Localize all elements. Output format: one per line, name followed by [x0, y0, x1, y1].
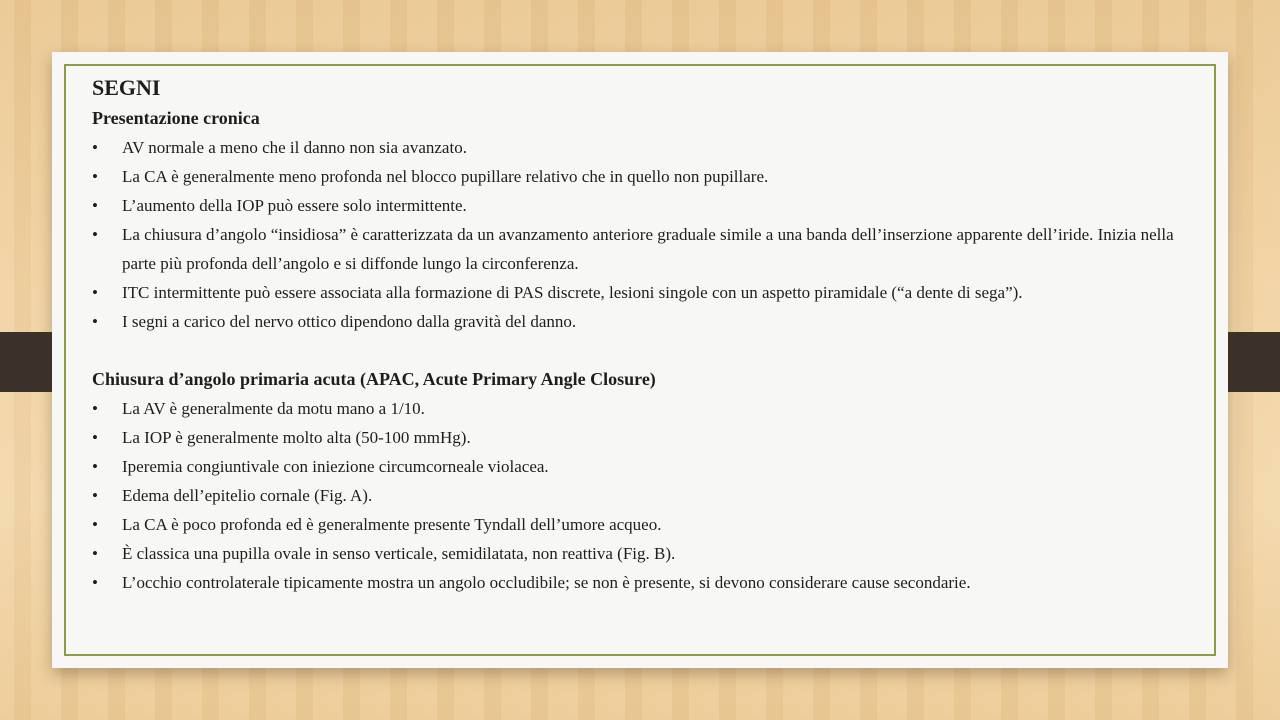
list-item: • La AV è generalmente da motu mano a 1/10.	[92, 394, 1192, 423]
section-heading-apac: Chiusura d’angolo primaria acuta (APAC, Acute Primary Angle Closure)	[92, 369, 656, 389]
list-item: • Edema dell’epitelio cornale (Fig. A).	[92, 481, 1192, 510]
slide-title: SEGNI	[92, 75, 161, 100]
section-spacer	[92, 336, 1192, 365]
list-item: • ITC intermittente può essere associata alla formazione di PAS discrete, lesioni singole con un aspetto piramidale (“a dente di sega”).	[92, 278, 1192, 307]
list-item: • La chiusura d’angolo “insidiosa” è caratterizzata da un avanzamento anteriore graduale simile a una banda dell’inserzione apparente dell’iride. Inizia nella parte più profonda dell’angolo e si diffonde lungo la circonferenza.	[92, 220, 1192, 278]
list-item: • AV normale a meno che il danno non sia avanzato.	[92, 133, 1192, 162]
section-heading-chronic: Presentazione cronica	[92, 108, 260, 128]
list-item: • È classica una pupilla ovale in senso verticale, semidilatata, non reattiva (Fig. B).	[92, 539, 1192, 568]
list-item: • La IOP è generalmente molto alta (50-100 mmHg).	[92, 423, 1192, 452]
slide-card	[52, 52, 1228, 668]
list-item: • L’aumento della IOP può essere solo intermittente.	[92, 191, 1192, 220]
list-item: • La CA è generalmente meno profonda nel blocco pupillare relativo che in quello non pupillare.	[92, 162, 1192, 191]
slide-content	[92, 72, 1192, 597]
bullet-list-chronic	[92, 133, 1192, 336]
list-item: • L’occhio controlaterale tipicamente mostra un angolo occludibile; se non è presente, si devono considerare cause secondarie.	[92, 568, 1192, 597]
list-item: • I segni a carico del nervo ottico dipendono dalla gravità del danno.	[92, 307, 1192, 336]
list-item: • Iperemia congiuntivale con iniezione circumcorneale violacea.	[92, 452, 1192, 481]
list-item: • La CA è poco profonda ed è generalmente presente Tyndall dell’umore acqueo.	[92, 510, 1192, 539]
bullet-list-apac	[92, 394, 1192, 597]
